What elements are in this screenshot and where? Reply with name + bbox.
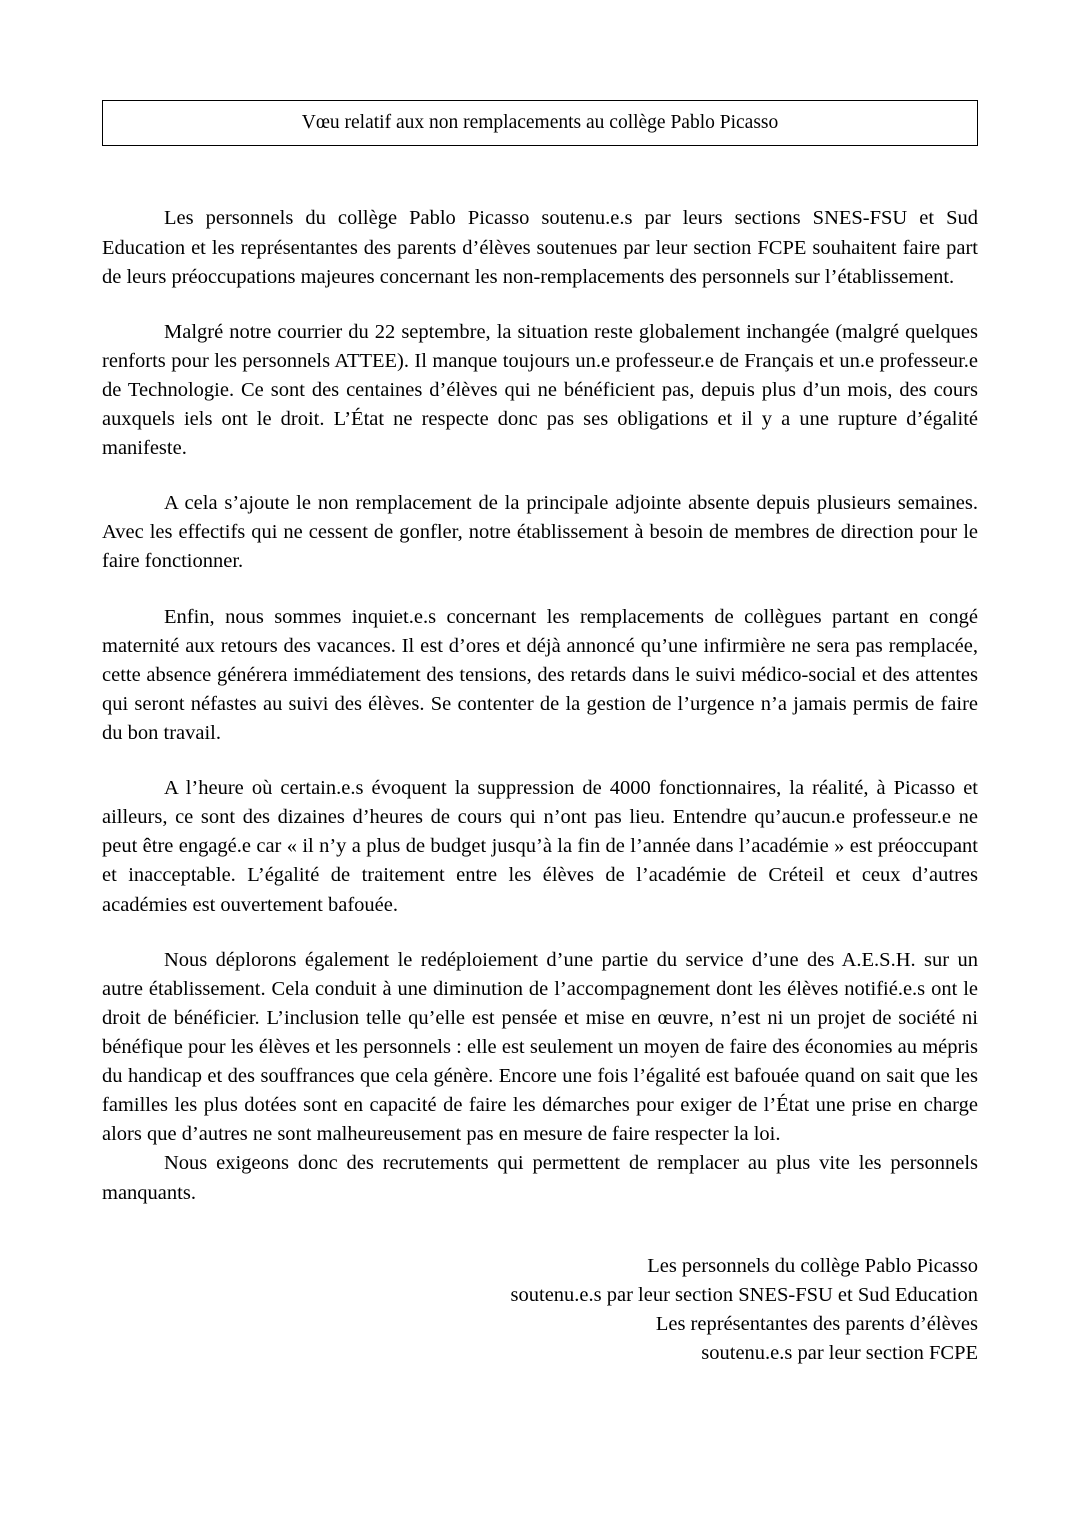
document-title: Vœu relatif aux non remplacements au collège Pablo Picasso (102, 100, 978, 146)
paragraph-3: A cela s’ajoute le non remplacement de la principale adjointe absente depuis plusieurs semaines. Avec les effectifs qui ne cessent de gonfler, notre établissement à besoin de membres de direction pour le faire fonctionner. (102, 492, 978, 573)
signature-line-1: Les personnels du collège Pablo Picasso (647, 1254, 978, 1277)
paragraph-6: Nous déplorons également le redéploiement d’une partie du service d’une des A.E.S.H. sur un autre établissement. Cela conduit à une diminution de l’accompagnement dont les élèves notifié.e.s ont le droit de bénéficier. L’inclusion telle qu’elle est pensée et mise en œuvre, n’est ni un projet de société ni bénéfique pour les élèves et les personnels : elle est seulement un moyen de faire des économies au mépris du handicap et des souffrances que cela génère. Encore une fois l’égalité est bafouée quand on sait que les familles les plus dotées sont en capacité de faire les démarches pour exiger de l’État une prise en charge alors que d’autres ne sont malheureusement pas en mesure de faire respecter la loi. (102, 948, 978, 1146)
closing-paragraph: Nous exigeons donc des recrutements qui permettent de remplacer au plus vite les personnels manquants. (102, 1152, 978, 1204)
signature-line-3: Les représentantes des parents d’élèves (655, 1312, 978, 1335)
signature-line-4: soutenu.e.s par leur section FCPE (701, 1342, 978, 1364)
paragraph-5: A l’heure où certain.e.s évoquent la suppression de 4000 fonctionnaires, la réalité, à Picasso et ailleurs, ce sont des dizaines d’heures de cours qui n’ont pas lieu. Entendre qu’aucun.e professeur.e ne peut être engagé.e car « il n’y a plus de budget jusqu’à la fin de l’année dans l’académie » est préoccupant et inacceptable. L’égalité de traitement entre les élèves de l’académie de Créteil et ceux d’autres académies est ouvertement bafouée. (102, 777, 978, 916)
signature-block (102, 1252, 978, 1368)
paragraph-1: Les personnels du collège Pablo Picasso soutenu.e.s par leurs sections SNES-FSU et Sud Education et les représentantes des parents d’élèves soutenues par leur section FCPE souhaitent faire part de leurs préoccupations majeures concernant les non-remplacements des personnels sur l’établissement. (102, 207, 978, 288)
paragraph-4: Enfin, nous sommes inquiet.e.s concernant les remplacements de collègues partant en congé maternité aux retours des vacances. Il est d’ores et déjà annoncé qu’une infirmière ne sera pas remplacée, cette absence générera immédiatement des tensions, des retards dans le suivi médico-social et des attentes qui seront néfastes au suivi des élèves. Se contenter de la gestion de l’urgence n’a jamais permis de faire du bon travail. (102, 605, 978, 745)
signature-line-2: soutenu.e.s par leur section SNES-FSU et Sud Education (510, 1283, 978, 1306)
document-body (102, 204, 978, 1368)
document-content (102, 100, 978, 1368)
paragraph-2: Malgré notre courrier du 22 septembre, la situation reste globalement inchangée (malgré quelques renforts pour les personnels ATTEE). Il manque toujours un.e professeur.e de Français et un.e professeur.e de Technologie. Ce sont des centaines d’élèves qui ne bénéficient pas, depuis plus d’un mois, des cours auxquels iels ont le droit. L’État ne respecte donc pas ses obligations et il y a une rupture d’égalité manifeste. (102, 320, 978, 460)
